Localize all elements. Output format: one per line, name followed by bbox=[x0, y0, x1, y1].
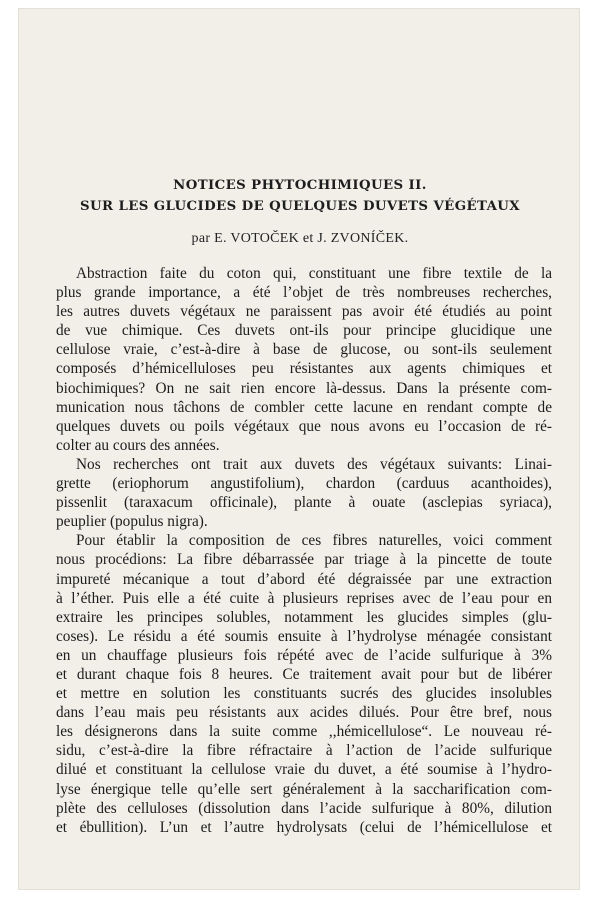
text-line: dans l’eau mais peu résistants aux acides dilués. Pour être bref, nous bbox=[56, 704, 552, 722]
text-line: cellulose vraie, c’est-à-dire à base de glucose, ou sont-ils seulement bbox=[56, 341, 552, 359]
text-line: lyse énergique telle qu’elle sert généralement à la saccharification com- bbox=[56, 780, 552, 798]
text-line: de vue chimique. Ces duvets ont-ils pour principe glucidique une bbox=[56, 322, 552, 340]
text-line: et ébullition). L’un et l’autre hydrolysats (celui de l’hémicellulose et bbox=[56, 818, 552, 836]
text-line: grette (eriophorum angustifolium), chardon (carduus acanthoides), bbox=[56, 475, 552, 493]
text-line: extraire les principes solubles, notamment les glucides simples (glu- bbox=[56, 608, 552, 626]
text-line: Abstraction faite du coton qui, constituant une fibre textile de la bbox=[76, 265, 552, 282]
text-line: plète des celluloses (dissolution dans l’acide sulfurique à 80%, dilution bbox=[56, 799, 552, 817]
text-line: biochimiques? On ne sait rien encore là-dessus. Dans la présente com- bbox=[56, 379, 552, 397]
text-line: impureté mécanique a tout d’abord été dégraissée par une extraction bbox=[56, 570, 552, 588]
text-line: les désignerons dans la suite comme ,,hémicellulose“. Le nouveau ré- bbox=[56, 723, 552, 741]
text-line: composés d’hémicelluloses peu résistantes aux agents chimiques et bbox=[56, 360, 552, 378]
text-line: dilué et constituant la cellulose vraie du duvet, a été soumise à l’hydro- bbox=[56, 761, 552, 779]
text-line: les autres duvets végétaux ne paraissent pas avoir été étudiés au point bbox=[56, 303, 552, 321]
text-line: et durant chaque fois 8 heures. Ce traitement avait pour but de libérer bbox=[56, 665, 552, 683]
text-line: en un chauffage plusieurs fois répété avec de l’acide sulfurique à 3% bbox=[56, 646, 552, 664]
title-line-1: NOTICES PHYTOCHIMIQUES II. bbox=[173, 178, 427, 193]
text-line: quelques duvets ou poils végétaux que nous avons eu l’occasion de ré- bbox=[56, 417, 552, 435]
text-line: et mettre en solution les constituants sucrés des glucides insolubles bbox=[56, 685, 552, 703]
text-line: plus grande importance, a été l’objet de très nombreuses recherches, bbox=[56, 284, 552, 302]
text-line: colter au cours des années. bbox=[56, 436, 220, 454]
text-line: coses). Le résidu a été soumis ensuite à l’hydrolyse ménagée consistant bbox=[56, 627, 552, 645]
text-line: peuplier (populus nigra). bbox=[56, 513, 208, 531]
text-line: à l’éther. Puis elle a été cuite à plusieurs reprises avec de l’eau pour en bbox=[56, 589, 552, 607]
text-line: Nos recherches ont trait aux duvets des végétaux suivants: Linai- bbox=[76, 455, 552, 473]
body-text bbox=[56, 264, 552, 837]
text-line: sidu, c’est-à-dire la fibre réfractaire à l’action de l’acide sulfurique bbox=[56, 742, 552, 760]
title-line-2: SUR LES GLUCIDES DE QUELQUES DUVETS VÉGÉTAUX bbox=[79, 199, 520, 214]
authors-byline: par E. VOTOČEK et J. ZVONÍČEK. bbox=[191, 231, 409, 246]
text-line: Pour établir la composition de ces fibres naturelles, voici comment bbox=[76, 532, 552, 550]
text-line: pissenlit (taraxacum officinale), plante à ouate (asclepias syriaca), bbox=[56, 494, 552, 512]
text-line: munication nous tâchons de combler cette lacune en rendant compte de bbox=[56, 398, 552, 416]
text-line: nous procédions: La fibre débarrassée par triage à la pincette de toute bbox=[56, 551, 552, 569]
